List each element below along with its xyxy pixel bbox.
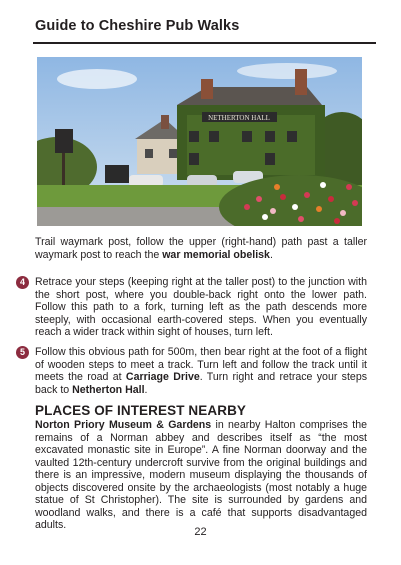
step-5-text-a: Follow this obvious path for 500m, then bear right at the foot of a flight of wooden steps to meet a track. Turn left and follow the track until it meets the road at (35, 346, 367, 383)
header-rule (33, 42, 376, 44)
step-5-text-c: . Turn right and retrace your steps back to (35, 371, 368, 396)
step-5-paragraph (35, 346, 367, 396)
norton-priory-body: in nearby Halton comprises the remains of a Norman abbey and describes itself as “the most excavated monastic site in Europe”. A fine Norman doorway and the vaulted 12th-century undercroft survive from the original buildings and there is an impressive, modern museum displaying the thousands of objects discovered onsite by the archaeologists (most notably a huge statue of St Christopher). The site is surrounded by gardens and woodland walks, and there is a café that supports disadvantaged adults. (35, 419, 367, 531)
war-memorial-obelisk: war memorial obelisk (162, 248, 270, 261)
places-heading: PLACES OF INTEREST NEARBY (35, 403, 247, 418)
step-5-text-e: . (144, 383, 148, 396)
intro-text: Trail waymark post, follow the upper (right-hand) path past a taller waymark post to reach the (35, 236, 367, 261)
step-5-badge: 5 (16, 346, 29, 359)
page-number: 22 (194, 526, 207, 538)
norton-priory-title: Norton Priory Museum & Gardens (35, 419, 212, 431)
netherton-hall: Netherton Hall (72, 383, 145, 396)
intro-paragraph (35, 236, 367, 261)
running-header: Guide to Cheshire Pub Walks (35, 18, 240, 34)
step-4-paragraph: Retrace your steps (keeping right at the taller post) to the junction with the short post, where you double-back right onto the lower path. Follow this path to a fork, turning left as the path descends more steeply, with occasional earth-covered steps. When you eventually reach a wider track within sight of houses, turn left. (35, 276, 367, 338)
pub-sign: NETHERTON HALL (208, 114, 270, 122)
pub-photo (37, 57, 362, 226)
step-4-badge: 4 (16, 276, 29, 289)
places-paragraph (35, 419, 367, 532)
intro-end: . (269, 248, 273, 261)
carriage-drive: Carriage Drive (125, 371, 200, 383)
